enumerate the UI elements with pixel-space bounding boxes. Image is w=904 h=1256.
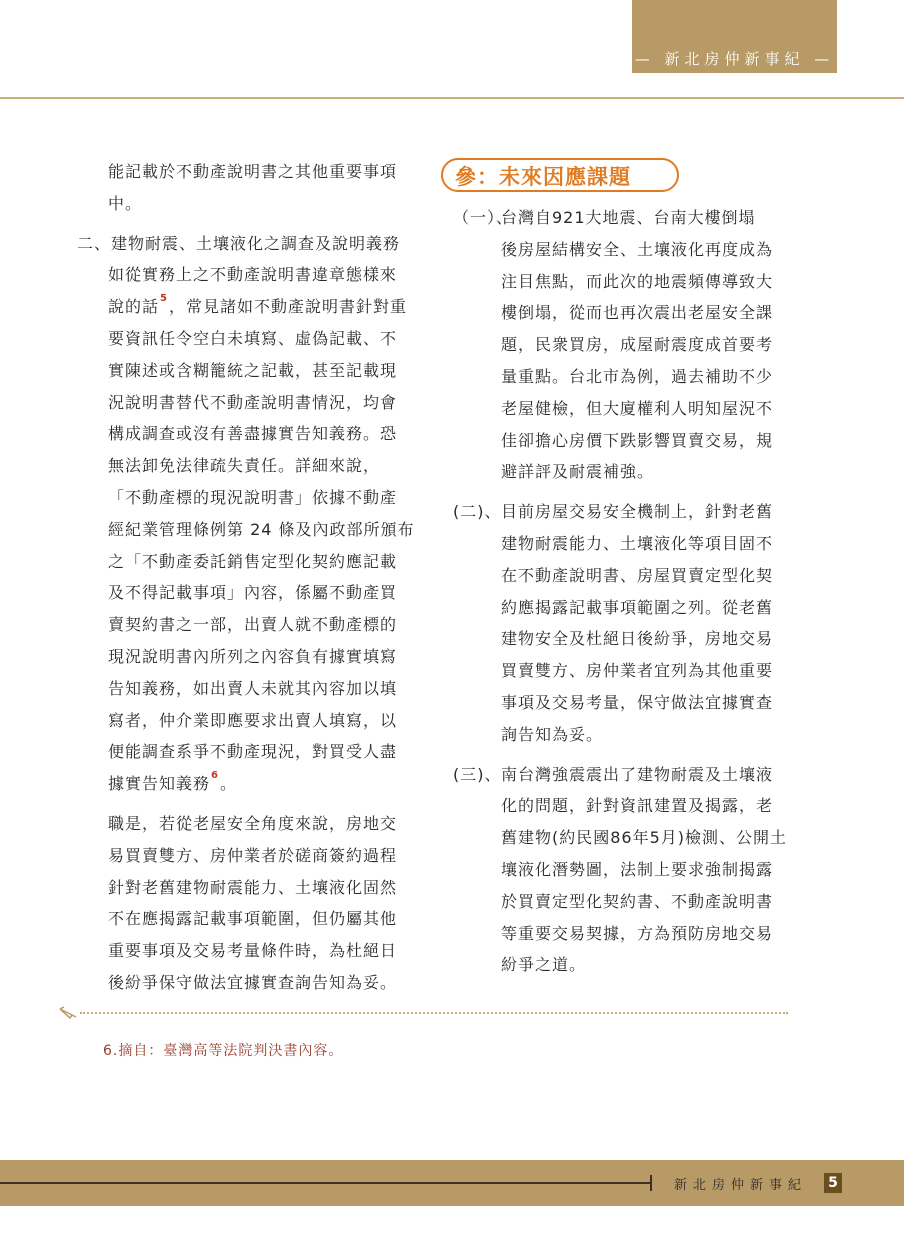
text-line: 能記載於不動產說明書之其他重要事項 <box>108 162 398 181</box>
text-line: 不在應揭露記載事項範圍，但仍屬其他 <box>108 909 398 929</box>
text-span: ，常見諸如不動產說明書針對重 <box>168 297 407 317</box>
footnote-text: 6.摘自：臺灣高等法院判決書內容。 <box>103 1043 344 1059</box>
text-line: 告知義務，如出賣人未就其內容加以填 <box>108 678 398 698</box>
text-line: 在不動產說明書、房屋買賣定型化契 <box>501 565 774 585</box>
text-span: 說的話 <box>108 297 160 317</box>
footer-rule <box>0 1182 652 1184</box>
list-item <box>453 759 813 982</box>
text-line: 中。 <box>108 193 143 213</box>
text-line: 題，民衆買房，成屋耐震度成首要考 <box>501 335 774 355</box>
text-line: 紛爭之道。 <box>501 955 587 975</box>
header-divider <box>0 97 904 99</box>
text-line: 便能調查系爭不動產現況，對買受人盡 <box>108 742 398 762</box>
text-line: 職是，若從老屋安全角度來說，房地交 <box>108 813 398 833</box>
text-line: 及不得記載事項」內容，係屬不動產買 <box>108 583 398 603</box>
left-column <box>77 156 417 999</box>
text-line: 樓倒塌，從而也再次震出老屋安全課 <box>501 303 774 323</box>
text-line: 建物耐震能力、土壤液化等項目固不 <box>501 533 774 553</box>
text-line: 目前房屋交易安全機制上，針對老舊 <box>501 502 774 522</box>
text-line: 注目焦點，而此次的地震頻傳導致大 <box>501 271 774 291</box>
header-title: — 新北房仲新事紀 — <box>634 50 835 68</box>
text-line: 詢告知為妥。 <box>501 724 604 744</box>
text-line: 賣契約書之一部，出賣人就不動產標的 <box>108 615 398 635</box>
text-line: 如從實務上之不動產說明書違章態樣來 <box>108 265 398 285</box>
text-span: 。 <box>219 774 237 794</box>
text-line: 要資訊任令空白未填寫、虛偽記載、不 <box>108 328 398 348</box>
text-line: 台灣自921大地震、台南大樓倒塌 <box>501 208 756 227</box>
footnote-divider <box>80 1012 788 1014</box>
text-line: 等重要交易契據，方為預防房地交易 <box>501 923 774 943</box>
text-line: 建物安全及杜絕日後紛爭，房地交易 <box>501 629 774 649</box>
text-line <box>77 768 417 800</box>
text-line: 針對老舊建物耐震能力、土壤液化固然 <box>108 877 398 897</box>
text-line: 老屋健檢，但大廈權利人明知屋況不 <box>501 398 774 418</box>
text-line: 量重點。台北市為例，過去補助不少 <box>501 366 774 386</box>
text-line: 化的問題，針對資訊建置及揭露，老 <box>501 796 774 816</box>
text-line: 舊建物(約民國86年5月)檢測、公開土 <box>501 828 788 848</box>
list-item <box>453 496 813 750</box>
text-line: 實陳述或含糊籠統之記載，甚至記載現 <box>108 360 398 380</box>
text-line: 「不動產標的現況說明書」依據不動產 <box>108 487 398 507</box>
footnote-ref-5: 5 <box>160 293 168 305</box>
text-line: 約應揭露記載事項範圍之列。從老舊 <box>501 597 774 617</box>
text-line: 之「不動產委託銷售定型化契約應記載 <box>108 551 398 571</box>
text-line: 無法卸免法律疏失責任。詳細來說， <box>108 456 381 476</box>
pen-icon <box>58 1005 78 1021</box>
list-item-label: （一）、 <box>453 208 514 227</box>
right-column <box>453 202 813 981</box>
footer-rule-tick <box>650 1175 652 1191</box>
section-heading: 二、建物耐震、土壤液化之調查及說明義務 <box>77 233 401 253</box>
footnote-ref-6: 6 <box>211 770 219 782</box>
list-item <box>453 202 813 488</box>
text-line: 況說明書替代不動產說明書情況，均會 <box>108 392 398 412</box>
list-item-label: (二)、 <box>453 502 502 522</box>
text-line: 於買賣定型化契約書、不動產說明書 <box>501 891 774 911</box>
text-line: 寫者，仲介業即應要求出賣人填寫，以 <box>108 710 398 730</box>
text-line: 後紛爭保守做法宜據實查詢告知為妥。 <box>108 972 398 992</box>
text-span: 據實告知義務 <box>108 774 211 794</box>
text-line: 構成調查或沒有善盡據實告知義務。恐 <box>108 424 398 444</box>
section-title: 參：未來因應課題 <box>441 158 679 192</box>
text-line: 佳卻擔心房價下跌影響買賣交易，規 <box>501 430 774 450</box>
text-line: 南台灣強震震出了建物耐震及土壤液 <box>501 764 774 784</box>
text-line: 事項及交易考量，保守做法宜據實查 <box>501 692 774 712</box>
text-line: 買賣雙方、房仲業者宜列為其他重要 <box>501 661 774 681</box>
list-item-label: (三)、 <box>453 764 502 784</box>
footer-title: 新北房仲新事紀 <box>674 1178 808 1193</box>
text-line: 經紀業管理條例第 24 條及內政部所頒布 <box>108 519 415 539</box>
text-line: 現況說明書內所列之內容負有據實填寫 <box>108 646 398 666</box>
text-line: 壤液化潛勢圖，法制上要求強制揭露 <box>501 859 774 879</box>
text-line: 後房屋結構安全、土壤液化再度成為 <box>501 239 774 259</box>
text-line: 避詳評及耐震補強。 <box>501 462 655 482</box>
text-line <box>77 291 417 323</box>
text-line: 重要事項及交易考量條件時，為杜絕日 <box>108 941 398 961</box>
text-line: 易買賣雙方、房仲業者於磋商簽約過程 <box>108 845 398 865</box>
page-number: 5 <box>824 1173 842 1193</box>
